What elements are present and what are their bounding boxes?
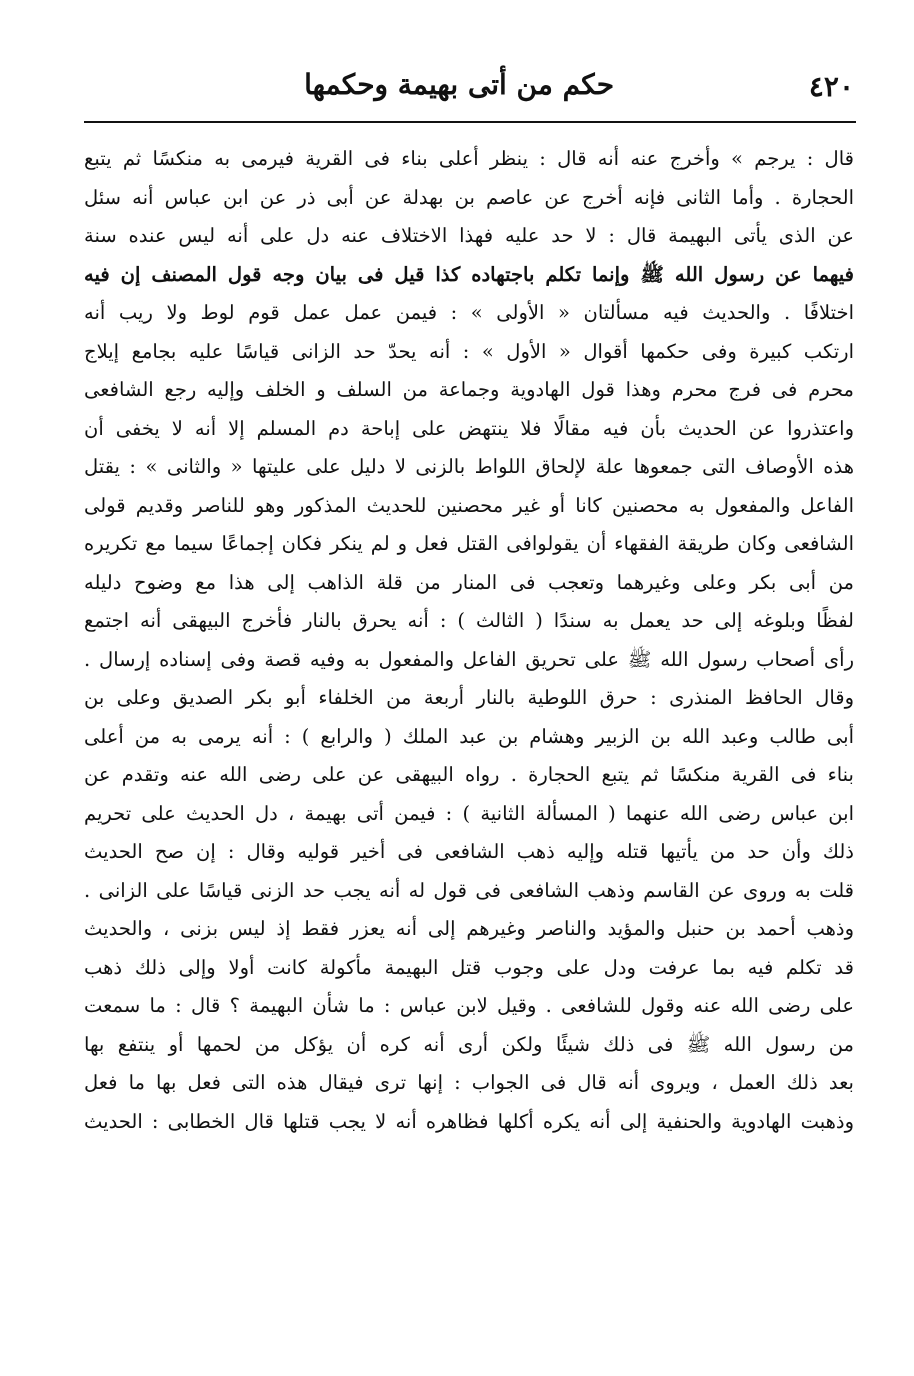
text-line: اختلافًا . والحديث فيه مسألتان « الأولى » : فيمن عمل عمل قوم لوط ولا ريب أنه: [84, 301, 854, 324]
text-line: الفاعل والمفعول به محصنين كانا أو غير محصنين للحديث المذكور وهو للناصر وقديم قولى: [84, 493, 854, 517]
body-text: [84, 140, 854, 1141]
text-line: ذلك وأن حد من يأتيها قتله وإليه ذهب الشافعى فى أخير قوليه وقال : إن صح الحديث: [84, 840, 854, 863]
text-line: الشافعى وكان طريقة الفقهاء أن يقولوافى القتل فعل و لم ينكر فكان إجماعًا سيما مع تكريره: [84, 532, 854, 555]
text-line: عن الذى يأتى البهيمة قال : لا حد عليه فهذا الاختلاف عنه دل على أنه ليس عنده سنة: [84, 224, 854, 247]
text-line: محرم فى فرج محرم وهذا قول الهادوية وجماعة من السلف و الخلف وإليه رجع الشافعى: [84, 378, 854, 401]
text-line: لفظًا وبلوغه إلى حد يعمل به سندًا ( الثالث ) : أنه يحرق بالنار فأخرج البيهقى أنه اجتمع: [84, 609, 854, 632]
running-title: حكم من أتى بهيمة وحكمها: [304, 68, 614, 101]
text-line: واعتذروا عن الحديث بأن فيه مقالًا فلا ينتهض على إباحة دم المسلم إلا أنه لا يخفى أن: [84, 416, 854, 440]
text-line: وقال الحافظ المنذرى : حرق اللوطية بالنار أربعة من الخلفاء أبو بكر الصديق وعلى بن: [84, 686, 854, 709]
text-line: ابن عباس رضى الله عنهما ( المسألة الثانية ) : فيمن أتى بهيمة ، دل الحديث على تحريم: [84, 801, 854, 825]
text-line: وذهبت الهادوية والحنفية إلى أنه يكره أكلها فظاهره أنه لا يجب قتلها قال الخطابى : الحديث: [84, 1109, 854, 1133]
text-line: بعد ذلك العمل ، ويروى أنه قال فى الجواب : إنها ترى فيقال هذه التى فعل بها ما فعل: [84, 1071, 854, 1094]
text-line: وذهب أحمد بن حنبل والمؤيد والناصر وغيرهم إلى أنه يعزر فقط إذ ليس بزنى ، والحديث: [84, 917, 854, 940]
text-line: الحجارة . وأما الثانى فإنه أخرج عن عاصم بن بهدلة عن أبى ذر عن ابن عباس أنه سئل: [84, 185, 854, 209]
text-line: من أبى بكر وعلى وغيرهما وتعجب فى المنار من قلة الذاهب إلى هذا مع وضوح دليله: [84, 570, 854, 594]
text-line: قد تكلم فيه بما عرفت ودل على وجوب قتل البهيمة مأكولة كانت أولا وإلى ذلك ذهب: [84, 955, 854, 979]
text-line: ارتكب كبيرة وفى حكمها أقوال « الأول » : أنه يحدّ حد الزانى قياسًا عليه بجامع إيلاج: [84, 339, 854, 363]
text-line: هذه الأوصاف التى جمعوها علة لإلحاق اللواط بالزنى لا دليل على عليتها « والثانى » : يقتل: [84, 455, 854, 478]
page-header: [84, 68, 854, 112]
text-line: فيهما عن رسول الله ﷺ وإنما تكلم باجتهاده كذا قيل فى بيان وجه قول المصنف إن فيه: [84, 262, 854, 286]
text-line: قال : يرجم » وأخرج عنه أنه قال : ينظر أعلى بناء فى القرية فيرمى به منكسًا ثم يتبع: [84, 147, 854, 170]
text-line: على رضى الله عنه وقول للشافعى . وقيل لابن عباس : ما شأن البهيمة ؟ قال : ما سمعت: [84, 994, 854, 1017]
text-line: أبى طالب وعبد الله بن الزبير وهشام بن عبد الملك ( والرابع ) : أنه يرمى به من أعلى: [84, 724, 854, 748]
text-line: رأى أصحاب رسول الله ﷺ على تحريق الفاعل والمفعول به وفيه قصة وفى إسناده إرسال .: [84, 647, 854, 671]
text-line: من رسول الله ﷺ فى ذلك شيئًا ولكن أرى أنه كره أن يؤكل من لحمها أو ينتفع بها: [84, 1032, 854, 1056]
header-rule: [84, 121, 856, 123]
page-number: ٤٢٠: [808, 70, 854, 103]
text-line: بناء فى القرية منكسًا ثم يتبع الحجارة . رواه البيهقى عن على رضى الله عنه وتقدم عن: [84, 763, 854, 786]
text-line: قلت به وروى عن القاسم وذهب الشافعى فى قول له أنه يجب حد الزنى قياسًا على الزانى .: [84, 878, 854, 902]
